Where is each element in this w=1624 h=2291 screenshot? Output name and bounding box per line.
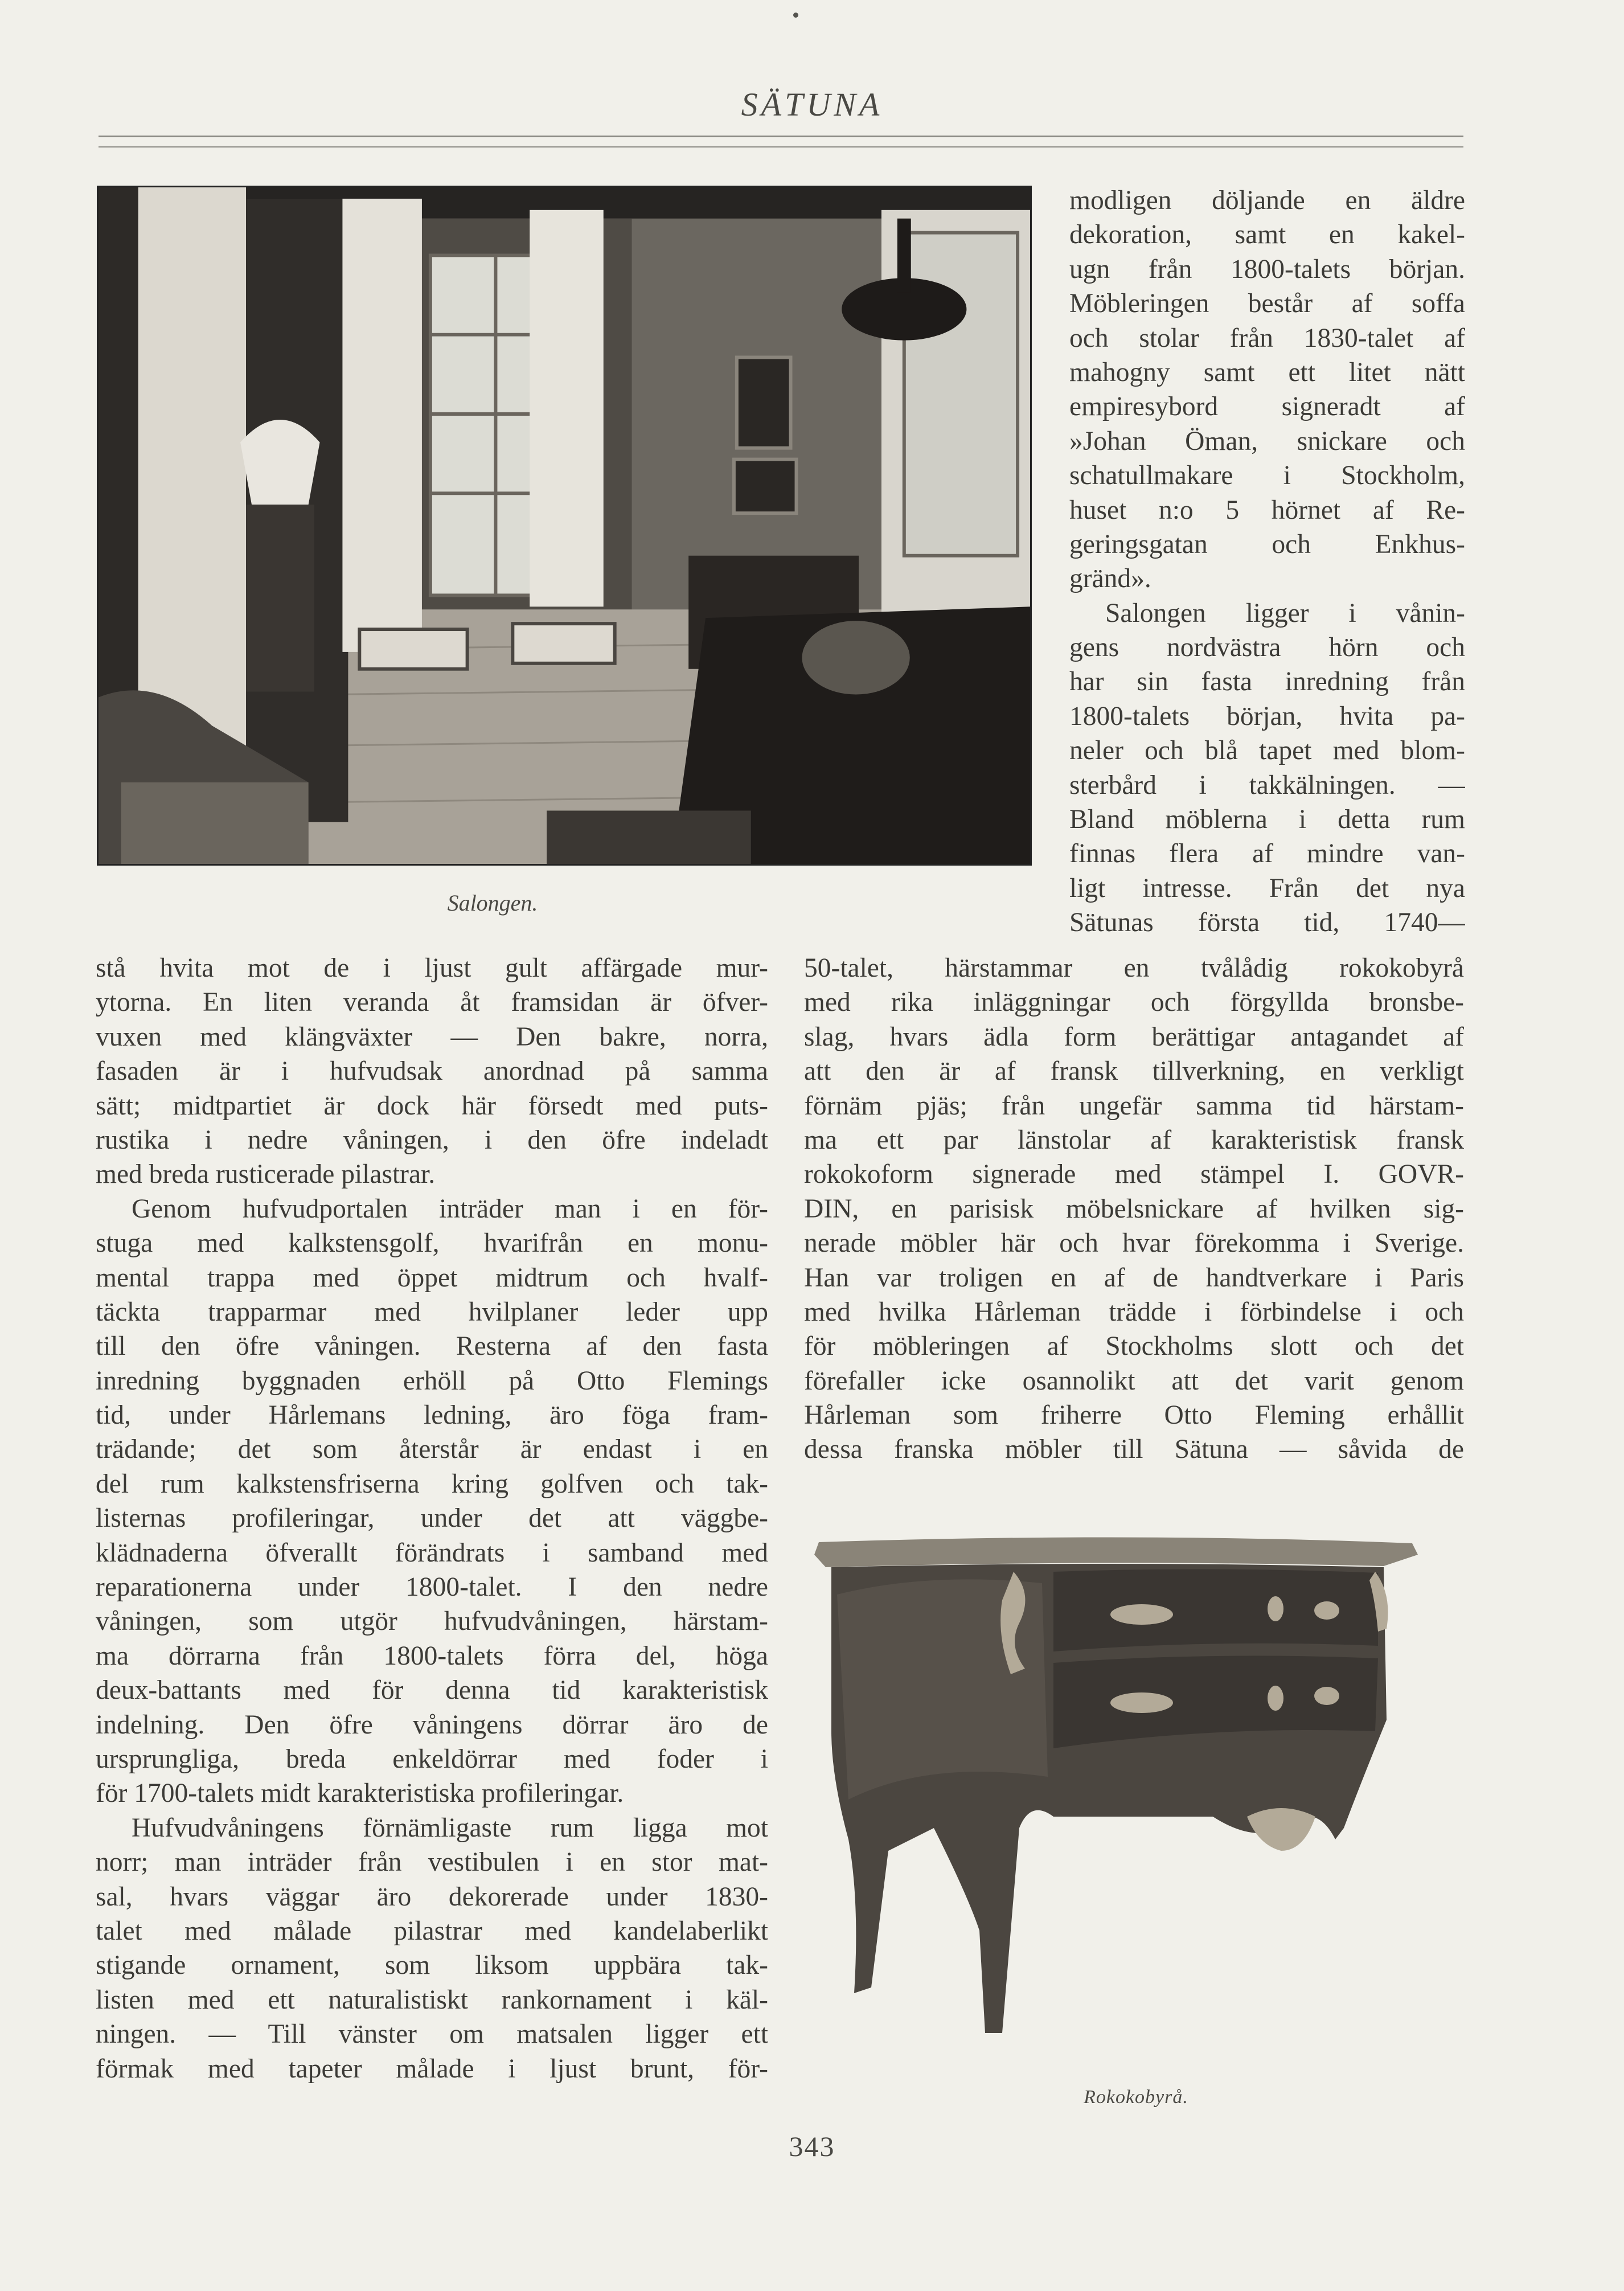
text-line: förmak med tapeter målade i ljust brunt, för-	[96, 2054, 768, 2084]
text-line: Sätunas första tid, 1740—	[1069, 908, 1465, 938]
running-title: SÄTUNA	[741, 86, 883, 123]
text-line: Hårleman som friherre Otto Fleming erhållit	[804, 1400, 1464, 1431]
text-line: empiresybord signeradt af	[1069, 392, 1465, 422]
text-line: stigande ornament, som liksom uppbära tak-	[96, 1950, 768, 1981]
text-line: 50-talet, härstammar en tvålådig rokokobyrå	[804, 953, 1464, 983]
text-line: och stolar från 1830-talet af	[1069, 323, 1465, 353]
text-line: förefaller icke osannolikt att det varit genom	[804, 1366, 1464, 1396]
text-line: ligt intresse. Från det nya	[1069, 873, 1465, 903]
text-column-right	[804, 951, 1464, 1467]
text-line: fasaden är i hufvudsak anordnad på samma	[96, 1056, 768, 1087]
text-line: listen med ett naturalistiskt rankornament i käl-	[96, 1985, 768, 2015]
text-line: sätt; midtpartiet är dock här försedt med puts-	[96, 1091, 768, 1121]
text-line: mahogny samt ett litet nätt	[1069, 357, 1465, 387]
text-line: Hufvudvåningens förnämligaste rum ligga mot	[132, 1813, 768, 1843]
text-line: neler och blå tapet med blom-	[1069, 736, 1465, 766]
text-line: deux-battants med för denna tid karakteristisk	[96, 1675, 768, 1706]
text-line: att den är af fransk tillverkning, en verkligt	[804, 1056, 1464, 1087]
text-line: stå hvita mot de i ljust gult affärgade mur-	[96, 953, 768, 983]
header-rule-thin	[99, 146, 1463, 147]
text-line: listernas profileringar, under det att väggbe-	[96, 1503, 768, 1534]
text-line: dessa franska möbler till Sätuna — såvida de	[804, 1435, 1464, 1465]
text-line: dekoration, samt en kakel-	[1069, 220, 1465, 250]
text-line: DIN, en parisisk möbelsnickare af hvilken sig-	[804, 1194, 1464, 1224]
text-line: med rika inläggningar och förgyllda bronsbe-	[804, 987, 1464, 1018]
text-line: klädnaderna öfverallt förändrats i samband med	[96, 1538, 768, 1568]
text-line: inredning byggnaden erhöll på Otto Flemings	[96, 1366, 768, 1396]
text-line: Genom hufvudportalen inträder man i en för-	[132, 1194, 768, 1224]
text-line: sal, hvars väggar äro dekorerade under 1830-	[96, 1882, 768, 1912]
text-line: trädande; det som återstår är endast i en	[96, 1435, 768, 1465]
text-line: 1800-talets början, hvita pa-	[1069, 701, 1465, 731]
text-line: Bland möblerna i detta rum	[1069, 805, 1465, 835]
text-line: har sin fasta inredning från	[1069, 667, 1465, 697]
text-line: ytorna. En liten veranda åt framsidan är öfver-	[96, 987, 768, 1018]
text-line: norr; man inträder från vestibulen i en stor mat-	[96, 1847, 768, 1878]
text-line: »Johan Öman, snickare och	[1069, 426, 1465, 456]
text-line: ugn från 1800-talets början.	[1069, 254, 1465, 284]
salon-caption: Salongen.	[447, 890, 538, 916]
page-number: 343	[789, 2130, 835, 2162]
text-line: för 1700-talets midt karakteristiska profileringar.	[96, 1778, 624, 1809]
text-line: vuxen med klängväxter — Den bakre, norra,	[96, 1022, 768, 1052]
text-line: Han var troligen en af de handtverkare i Paris	[804, 1263, 1464, 1293]
text-line: modligen döljande en äldre	[1069, 186, 1465, 215]
text-line: för möbleringen af Stockholms slott och det	[804, 1331, 1464, 1362]
text-line: täckta trapparmar med hvilplaner leder upp	[96, 1297, 768, 1327]
header-rule	[99, 136, 1463, 137]
text-line: rustika i nedre våningen, i den öfre indeladt	[96, 1125, 768, 1155]
text-line: geringsgatan och Enkhus-	[1069, 529, 1465, 559]
text-line: del rum kalkstensfriserna kring golfven och tak-	[96, 1469, 768, 1499]
text-line: ma ett par länstolar af karakteristisk fransk	[804, 1125, 1464, 1155]
text-line: huset n:o 5 hörnet af Re-	[1069, 495, 1465, 525]
text-line: sterbård i takkälningen. —	[1069, 770, 1465, 800]
text-line: Salongen ligger i vånin-	[1105, 598, 1465, 628]
text-line: förnäm pjäs; från ungefär samma tid härstam-	[804, 1091, 1464, 1121]
text-line: med breda rusticerade pilastrar.	[96, 1159, 436, 1190]
text-line: gens nordvästra hörn och	[1069, 633, 1465, 663]
rococo-chest-photograph	[814, 1532, 1458, 2044]
text-line: talet med målade pilastrar med kandelaberlikt	[96, 1916, 768, 1946]
text-line: med hvilka Hårleman trädde i förbindelse i och	[804, 1297, 1464, 1327]
text-line: ningen. — Till vänster om matsalen ligger ett	[96, 2019, 768, 2050]
text-line: ursprungliga, breda enkeldörrar med foder i	[96, 1744, 768, 1774]
text-line: ma dörrarna från 1800-talets förra del, höga	[96, 1641, 768, 1671]
text-line: gränd».	[1069, 564, 1151, 594]
text-line: våningen, som utgör hufvudvåningen, härstam-	[96, 1606, 768, 1637]
text-column-left	[96, 951, 768, 2086]
text-line: tid, under Hårlemans ledning, äro föga fram-	[96, 1400, 768, 1431]
text-line: mental trappa med öppet midtrum och hvalf-	[96, 1263, 768, 1293]
text-line: slag, hvars ädla form berättigar antagandet af	[804, 1022, 1464, 1052]
text-line: nerade möbler här och hvar förekomma i Sverige.	[804, 1228, 1464, 1259]
ornament-dot	[793, 13, 798, 18]
chest-caption: Rokokobyrå.	[1084, 2087, 1188, 2108]
text-line: reparationerna under 1800-talet. I den nedre	[96, 1572, 768, 1603]
salon-photograph	[97, 186, 1032, 866]
text-line: schatullmakare i Stockholm,	[1069, 461, 1465, 491]
text-line: indelning. Den öfre våningens dörrar äro de	[96, 1710, 768, 1740]
text-line: till den öfre våningen. Resterna af den fasta	[96, 1331, 768, 1362]
text-line: finnas flera af mindre van-	[1069, 839, 1465, 869]
text-column-top-right	[1069, 183, 1465, 940]
text-line: rokokoform signerade med stämpel I. GOVR-	[804, 1159, 1464, 1190]
text-line: stuga med kalkstensgolf, hvarifrån en monu-	[96, 1228, 768, 1259]
text-line: Möbleringen består af soffa	[1069, 289, 1465, 319]
